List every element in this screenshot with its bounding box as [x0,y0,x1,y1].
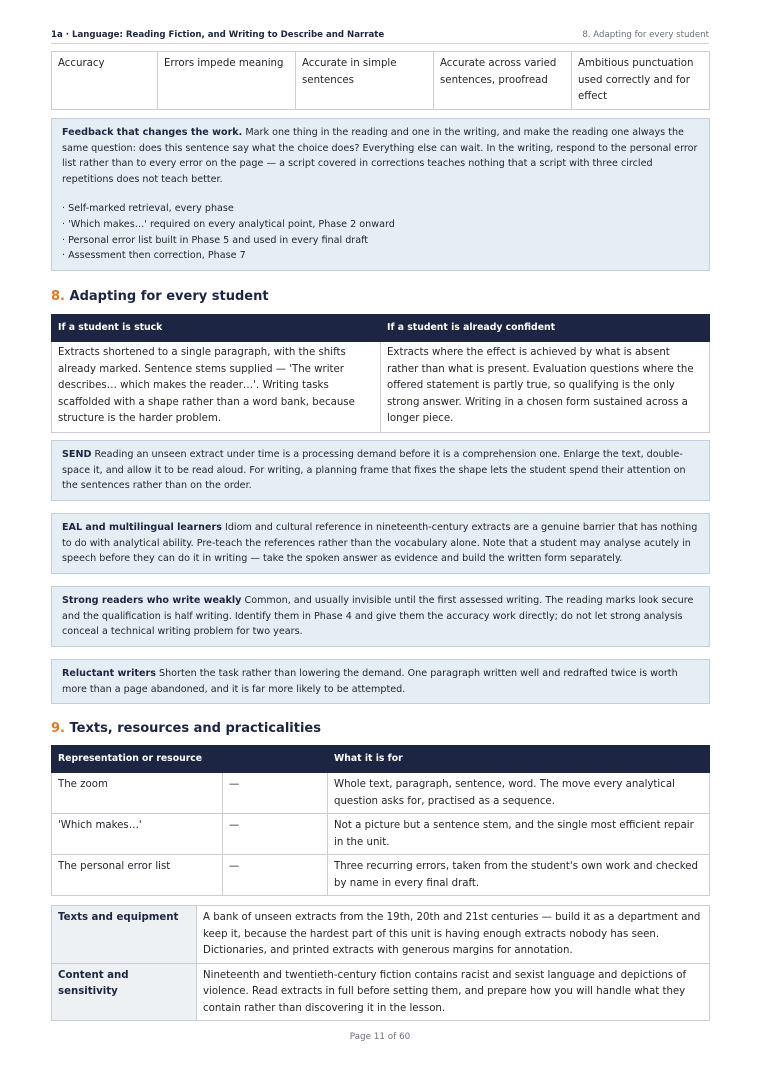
table-header-row [52,315,710,342]
section-reference: 8. Adapting for every student [582,29,709,40]
page-number: Page 11 of 60 [349,1032,411,1042]
section-number: 9. [51,721,65,736]
resource-purpose: Whole text, paragraph, sentence, word. The move every analytical question asks for, practised as a sequence. [328,773,710,814]
resources-table [51,745,710,896]
table-row [52,855,710,896]
rubric-level-3: Accurate across varied sentences, proofread [434,52,572,110]
table-row [52,342,710,433]
rubric-criterion: Accuracy [52,52,158,110]
table-row [52,906,710,964]
document-title: 1a · Language: Reading Fiction, and Writing to Describe and Narrate [51,29,385,40]
callout-title: Reluctant writers [62,668,156,679]
feedback-list [62,201,699,263]
stuck-cell: Extracts shortened to a single paragraph, with the shifts already marked. Sentence stems supplied — 'The writer describes… which makes the reader…'. Writing tasks scaffolded with a shape rather than a word bank, because structure is the harder problem. [52,342,381,433]
feedback-paragraph [62,125,699,187]
adapting-table [51,314,710,433]
callout-title: SEND [62,449,92,460]
section-number: 8. [51,289,65,304]
rubric-level-4: Ambitious punctuation used correctly and for effect [572,52,710,110]
section-heading-8 [51,289,269,304]
row-text: A bank of unseen extracts from the 19th, 20th and 21st centuries — build it as a department and keep it, because the hardest part of this unit is having enough extracts nobody has seen. Dictionaries, and printed extracts with generous margins for annotation. [197,906,710,964]
resource-purpose: Not a picture but a sentence stem, and the single most efficient repair in the unit. [328,814,710,855]
list-item: · Self-marked retrieval, every phase [62,203,234,215]
confident-cell: Extracts where the effect is achieved by what is absent rather than what is present. Evaluation questions where the offered statement is partly true, so qualifying is the only strong answer. Writing in a chosen form sustained across a longer piece. [381,342,710,433]
resource-name: The personal error list [52,855,223,896]
resource-name: 'Which makes…' [52,814,223,855]
resource-dash: — [223,855,328,896]
column-header: If a student is already confident [381,315,710,342]
column-header [223,746,328,773]
resource-dash: — [223,773,328,814]
list-item: · 'Which makes…' required on every analytical point, Phase 2 onward [62,218,395,230]
callout-body: Idiom and cultural reference in nineteenth-century extracts are a genuine barrier that has nothing to do with analytical ability. Pre-teach the references rather than the vocabulary alone. Note that a student may analyse acutely in speech before they can do it in writing — take the spoken answer as evidence and build the written form separately. [62,522,698,565]
table-row [52,963,710,1021]
resource-name: The zoom [52,773,223,814]
table-header-row [52,746,710,773]
section-heading-9 [51,721,321,736]
column-header: If a student is stuck [52,315,381,342]
strong-readers-callout [51,586,710,647]
callout-title: Feedback that changes the work. [62,127,243,138]
callout-title: Strong readers who write weakly [62,595,242,606]
callout-body: Reading an unseen extract under time is a processing demand before it is a comprehension one. Enlarge the text, double-space it, and allow it to be read aloud. For writing, a planning frame that fixes the shape lets the student spend their attention on the sentences rather than on the order. [62,449,686,492]
rubric-level-2: Accurate in simple sentences [296,52,434,110]
rubric-table [51,51,710,110]
column-header: Representation or resource [52,746,223,773]
table-row [52,773,710,814]
column-header: What it is for [328,746,710,773]
resource-dash: — [223,814,328,855]
practicalities-table [51,905,710,1021]
callout-body: Mark one thing in the reading and one in the writing, and make the reading one always the same question: does this sentence say what the choice does? Everything else can wait. In the writing, respond to the personal error list rather than to every error on the page — a script covered in corrections teaches nothing that a script with three circled repetitions does not teach better. [62,127,698,185]
row-label: Texts and equipment [52,906,197,964]
send-callout [51,440,710,501]
section-title: Adapting for every student [69,289,269,304]
resource-purpose: Three recurring errors, taken from the student's own work and checked by name in every final draft. [328,855,710,896]
rubric-level-1: Errors impede meaning [158,52,296,110]
running-header [51,26,709,44]
row-label: Content and sensitivity [52,963,197,1021]
row-text: Nineteenth and twentieth-century fiction contains racist and sexist language and depictions of violence. Read extracts in full before setting them, and prepare how you will handle what they contain rather than discovering it in the lesson. [197,963,710,1021]
table-row [52,52,710,110]
eal-callout [51,513,710,574]
callout-body: Shorten the task rather than lowering the demand. One paragraph written well and redrafted twice is worth more than a page abandoned, and it is far more likely to be attempted. [62,668,678,695]
list-item: · Assessment then correction, Phase 7 [62,250,246,262]
reluctant-writers-callout [51,659,710,704]
feedback-callout [51,118,710,271]
list-item: · Personal error list built in Phase 5 and used in every final draft [62,234,369,246]
table-row [52,814,710,855]
section-title: Texts, resources and practicalities [69,721,321,736]
callout-title: EAL and multilingual learners [62,522,222,533]
callout-body: Common, and usually invisible until the first assessed writing. The reading marks look secure and the qualification is half writing. Identify them in Phase 4 and give them the accuracy work directly; do not let strong analysis conceal a technical writing problem for two years. [62,595,694,638]
